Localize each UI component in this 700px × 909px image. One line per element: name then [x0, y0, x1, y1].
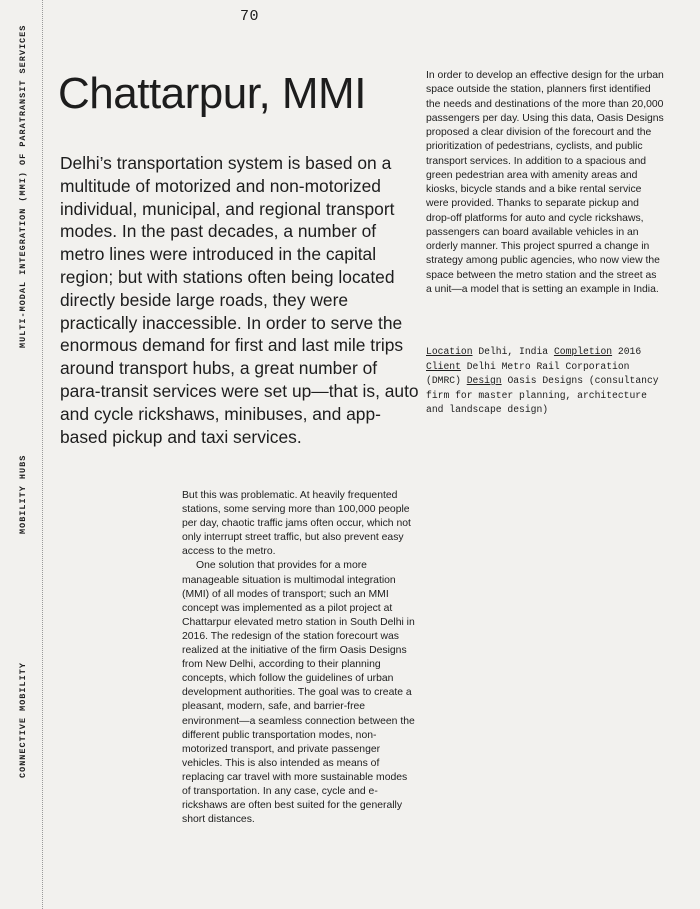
body-paragraph: One solution that provides for a more manageable situation is multimodal integration (MMI) of all modes of transport; such an MMI concept was implemented as a pilot project at Chattarpur elevated metro station in South Delhi in 2016. The redesign of the station forecourt was realized at the initiative of the firm Oasis Designs from New Delhi, according to their planning concepts, which follow the guidelines of urban development authorities. The goal was to create a pleasant, modern, safe, and barrier-free environment—a seamless connection between the different public transportation modes, non-motorized transport, and private passenger vehicles. This is also intended as means of replacing car travel with more sustainable modes of transportation. In any case, cycle and e-rickshaws are often best suited for the generally short distances. — [182, 560, 415, 826]
article-title: Chattarpur, MMI — [58, 69, 366, 118]
body-column — [182, 489, 418, 827]
credit-label-location: Location — [426, 346, 473, 357]
body-paragraph: But this was problematic. At heavily frequented stations, some serving more than 100,000 people per day, chaotic traffic jams often occur, which not only interrupt street traffic, but also prevent easy access to the metro. — [182, 490, 411, 558]
credit-value-client: Delhi Metro Rail Corporation (DMRC) — [426, 360, 630, 386]
credit-label-client: Client — [426, 360, 461, 372]
project-credits — [426, 345, 664, 418]
side-section-label: CONNECTIVE MOBILITY — [18, 662, 28, 778]
credit-value-design: Oasis Designs (consultancy firm for master planning, architecture and landscape design) — [426, 375, 659, 415]
page-number: 70 — [240, 8, 260, 25]
side-section-label: MOBILITY HUBS — [18, 454, 28, 534]
credit-label-completion: Completion — [553, 346, 613, 357]
credit-value-completion: 2016 — [617, 346, 642, 357]
lead-paragraph: Delhi’s transportation system is based on a multitude of motorized and non-motorized individual, municipal, and regional transport modes. In the past decades, a number of metro lines were introduced in the capital region; but with stations often being located directly beside large roads, they were practically inaccessible. In order to serve the enormous demand for first and last mile trips around transport hubs, a great number of para-transit services were set up—that is, auto and cycle rickshaws, minibuses, and app-based pickup and taxi services. — [60, 153, 419, 447]
credit-value-location: Delhi, India — [478, 346, 549, 357]
credit-label-design: Design — [466, 375, 502, 386]
side-section-label: MULTI-MODAL INTEGRATION (MMI) OF PARATRANSIT SERVICES — [18, 24, 28, 348]
right-column-paragraph: In order to develop an effective design for the urban space outside the station, planners first identified the needs and destinations of the more than 20,000 passengers per day. Using this data, Oasis Designs proposed a clear division of the forecourt and the prioritization of pedestrians, cyclists, and public transport services. In addition to a spacious and green pedestrian area with amenity areas and kiosks, bicycle stands and a bike rental service were provided. Thanks to separate pickup and drop-off platforms for auto and cycle rickshaws, passengers can board available vehicles in an orderly manner. This project spurred a change in strategy among public agencies, who now view the space between the metro station and the street as a unit—a model that is setting an example in India. — [426, 70, 664, 295]
